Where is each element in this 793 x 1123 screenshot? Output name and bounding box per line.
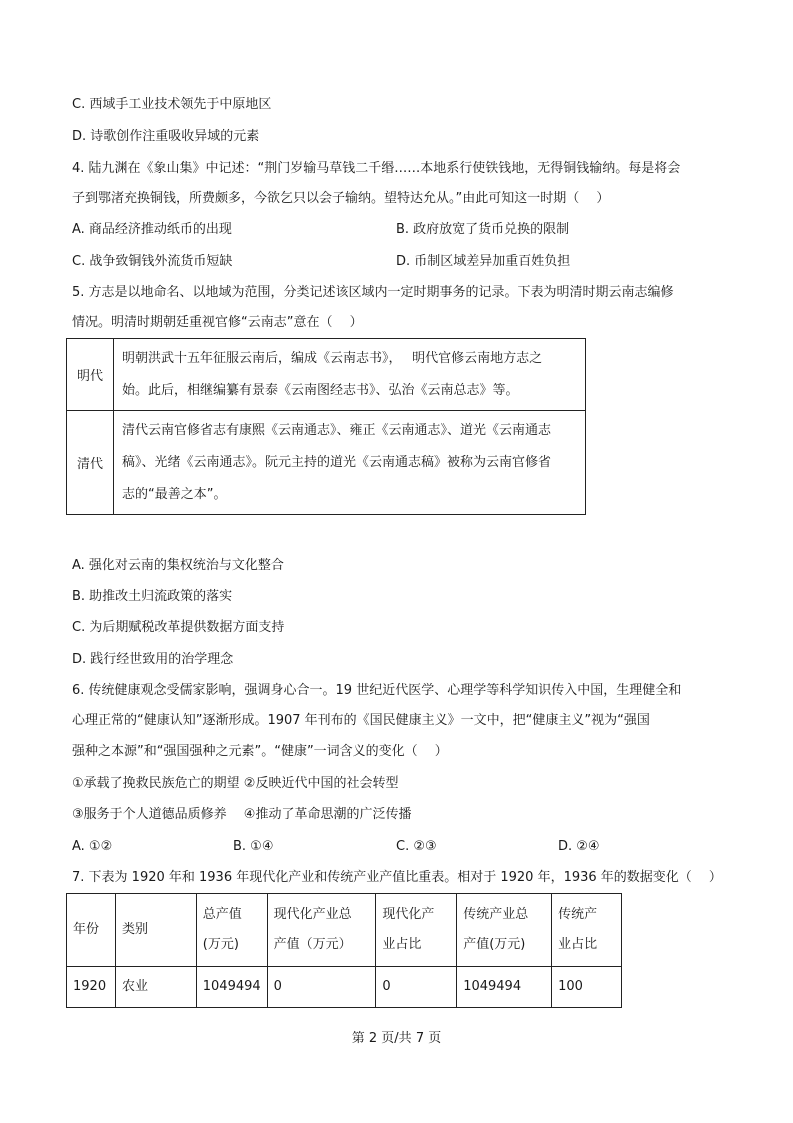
page-footer: 第 2 页/共 7 页	[351, 1031, 442, 1046]
question-6-statements-1: ①承载了挽救民族危亡的期望 ②反映近代中国的社会转型	[72, 776, 399, 791]
question-4-option-a: A. 商品经济推动纸币的出现	[72, 222, 232, 237]
header-cell: 现代化产 业占比	[376, 894, 457, 967]
question-6-option-b: B. ①④	[233, 839, 274, 854]
question-7-line-1: 7. 下表为 1920 年和 1936 年现代化产业和传统产业产值比重表。相对于 1920 年，1936 年的数据变化（ ）	[72, 870, 722, 885]
question-4-line-2: 子到鄂渚充换铜钱，所费颇多，今欲乞只以会子输纳。望特达允从。”由此可知这一时期（ ）	[72, 191, 610, 206]
table-cell: 1920	[67, 967, 116, 1008]
table-header-row	[67, 894, 622, 967]
question-6-option-d: D. ②④	[558, 839, 600, 854]
question-5-option-b: B. 助推改土归流政策的落实	[72, 589, 233, 604]
header-cell: 类别	[115, 894, 196, 967]
header-cell: 传统产业总 产值(万元)	[457, 894, 552, 967]
header-cell: 现代化产业总 产值（万元）	[267, 894, 376, 967]
header-cell: 总产值 (万元)	[196, 894, 267, 967]
question-6-option-a: A. ①②	[72, 839, 113, 854]
table-cell: 0	[376, 967, 457, 1008]
era-ming: 明代	[67, 339, 114, 411]
question-4-option-c: C. 战争致铜钱外流货币短缺	[72, 254, 233, 269]
table-cell: 1049494	[457, 967, 552, 1008]
question-6-line-3: 强种之本源”和“强国强种之元素”。“健康”一词含义的变化（ ）	[72, 744, 448, 759]
question-5-line-1: 5. 方志是以地命名、以地域为范围，分类记述该区域内一定时期事务的记录。下表为明清时期云南志编修	[72, 285, 674, 300]
question-4-option-b: B. 政府放宽了货币兑换的限制	[396, 222, 570, 237]
ming-text-line-2: 始。此后，相继编纂有景泰《云南图经志书》、弘治《云南总志》等。	[122, 382, 519, 398]
table-cell: 农业	[115, 967, 196, 1008]
table-row	[67, 967, 622, 1008]
header-cell: 传统产 业占比	[552, 894, 622, 967]
question-5-option-a: A. 强化对云南的集权统治与文化整合	[72, 558, 284, 573]
question-6-option-c: C. ②③	[396, 839, 437, 854]
era-qing: 清代	[67, 411, 114, 515]
question-6-statements-2: ③服务于个人道德品质修养 ④推动了革命思潮的广泛传播	[72, 807, 412, 822]
question-4-option-d: D. 币制区域差异加重百姓负担	[396, 254, 571, 269]
ming-text-line-1: 明朝洪武十五年征服云南后，编成《云南志书》， 明代官修云南地方志之	[122, 350, 543, 366]
question-6-line-1: 6. 传统健康观念受儒家影响，强调身心合一。19 世纪近代医学、心理学等科学知识传入中国，生理健全和	[72, 683, 682, 698]
qing-description	[114, 411, 586, 515]
table-cell: 1049494	[196, 967, 267, 1008]
question-5-line-2: 情况。明清时期朝廷重视官修“云南志”意在（ ）	[72, 315, 363, 330]
question-5-option-d: D. 践行经世致用的治学理念	[72, 652, 234, 667]
table-cell: 0	[267, 967, 376, 1008]
option-d-previous: D. 诗歌创作注重吸收异域的元素	[72, 129, 260, 144]
question-7-table	[66, 893, 622, 1008]
table-cell: 100	[552, 967, 622, 1008]
question-4-line-1: 4. 陆九渊在《象山集》中记述：“荆门岁输马草钱二千缗……本地系行使铁钱地，无得铜钱输纳。每是将会	[72, 161, 681, 176]
question-5-option-c: C. 为后期赋税改革提供数据方面支持	[72, 620, 285, 635]
question-6-line-2: 心理正常的“健康认知”逐渐形成。1907 年刊布的《国民健康主义》一文中，把“健康主义”视为“强国	[72, 713, 650, 728]
qing-text-line-1: 清代云南官修省志有康熙《云南通志》、雍正《云南通志》、道光《云南通志	[122, 422, 552, 438]
option-c-previous: C. 西域手工业技术领先于中原地区	[72, 97, 272, 112]
ming-description	[114, 339, 586, 411]
header-cell: 年份	[67, 894, 116, 967]
qing-text-line-3: 志的“最善之本”。	[122, 486, 227, 502]
qing-text-line-2: 稿》、光绪《云南通志》。阮元主持的道光《云南通志稿》被称为云南官修省	[122, 454, 552, 470]
question-5-table	[66, 338, 586, 515]
